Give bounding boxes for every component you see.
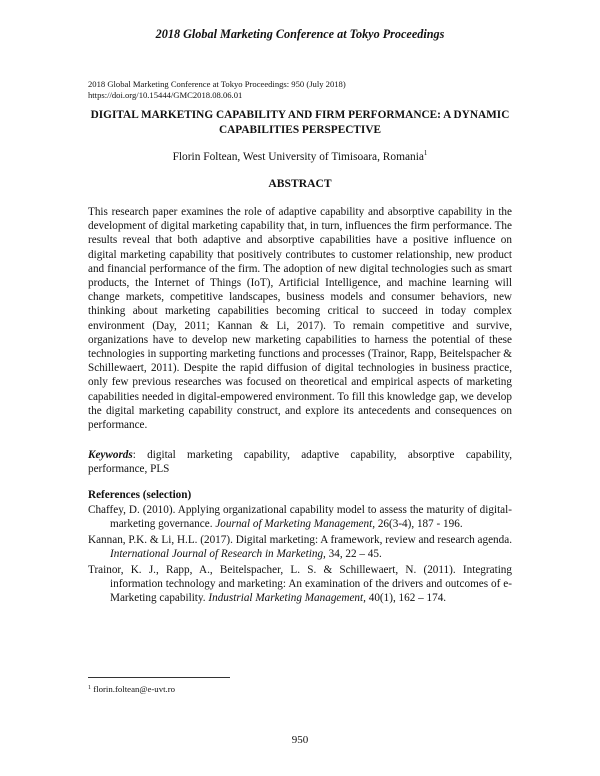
reference-journal: Journal of Marketing Management, xyxy=(215,518,376,531)
keywords-separator: : xyxy=(132,449,136,461)
running-header: 2018 Global Marketing Conference at Tokyo Proceedings xyxy=(155,27,445,41)
reference-journal: International Journal of Research in Marketing, xyxy=(110,548,326,561)
keywords-label: Keywords xyxy=(88,449,133,461)
reference-citation: Chaffey, D. (2010). Applying organizational capability model to assess the maturity of digital-marketing governance. xyxy=(88,504,512,531)
footnote-divider xyxy=(88,677,230,678)
reference-volume-pages: 34, 22 – 45. xyxy=(325,548,382,561)
reference-item xyxy=(88,563,512,606)
citation-line: 2018 Global Marketing Conference at Tokyo Proceedings: 950 (July 2018) xyxy=(88,79,346,89)
keywords-text: digital marketing capability, adaptive capability, absorptive capability, performance, PLS xyxy=(88,449,512,476)
author-footnote-marker: 1 xyxy=(423,149,428,157)
reference-citation: Trainor, K. J., Rapp, A., Beitelspacher, L. S. & Schillewaert, N. (2011). Integrating information technology and marketing: An examination of the drivers and outcomes of e-Marketing capability. xyxy=(88,564,512,605)
paper-title: DIGITAL MARKETING CAPABILITY AND FIRM PERFORMANCE: A DYNAMIC CAPABILITIES PERSPECTIVE xyxy=(90,109,510,136)
author-line xyxy=(0,149,600,163)
reference-item xyxy=(88,503,512,531)
reference-volume-pages: 40(1), 162 – 174. xyxy=(365,592,447,605)
page-number: 950 xyxy=(291,734,309,746)
references-list xyxy=(88,503,512,607)
reference-journal: Industrial Marketing Management, xyxy=(208,592,366,605)
footnote-marker: 1 xyxy=(88,685,91,691)
citation-block xyxy=(88,79,346,101)
abstract-body: This research paper examines the role of adaptive capability and absorptive capability in the development of digital marketing capability that, in turn, influences the firm performance. The results reveal that both adaptive and absorptive capabilities have a positive influence on digital marketing capability that positively contributes to customer relationship, new product and financial performance of the firm. The adoption of new digital technologies such as smart products, the Internet of Things (IoT), Artificial Intelligence, and machine learning will change markets, competitive landscapes, business models and consumer behaviors, new thinking about marketing capabilities becoming critical to succeed in today complex environment (Day, 2011; Kannan & Li, 2017). To remain competitive and survive, organizations have to develop new marketing capabilities to harness the potential of these technologies in supporting marketing functions and processes (Trainor, Rapp, Beitelspacher & Schillewaert, 2011). Despite the rapid diffusion of digital technologies in business practice, only few previous researches was focused on theoretical and empirical aspects of marketing capabilities needed in digital-empowered environment. To fill this knowledge gap, we develop the digital marketing capability construct, and explore its antecedents and consequences on performance. xyxy=(88,206,512,432)
references-heading: References (selection) xyxy=(88,489,192,501)
reference-volume-pages: 26(3-4), 187 - 196. xyxy=(375,518,463,531)
doi-line: https://doi.org/10.15444/GMC2018.08.06.01 xyxy=(88,90,243,100)
footnote xyxy=(88,684,175,694)
reference-citation: Kannan, P.K. & Li, H.L. (2017). Digital marketing: A framework, review and research agenda. xyxy=(88,534,512,546)
reference-item xyxy=(88,533,512,561)
author-text: Florin Foltean, West University of Timisoara, Romania xyxy=(172,151,424,163)
keywords-paragraph xyxy=(88,448,512,476)
abstract-heading: ABSTRACT xyxy=(268,177,332,190)
footnote-email: florin.foltean@e-uvt.ro xyxy=(91,684,176,694)
